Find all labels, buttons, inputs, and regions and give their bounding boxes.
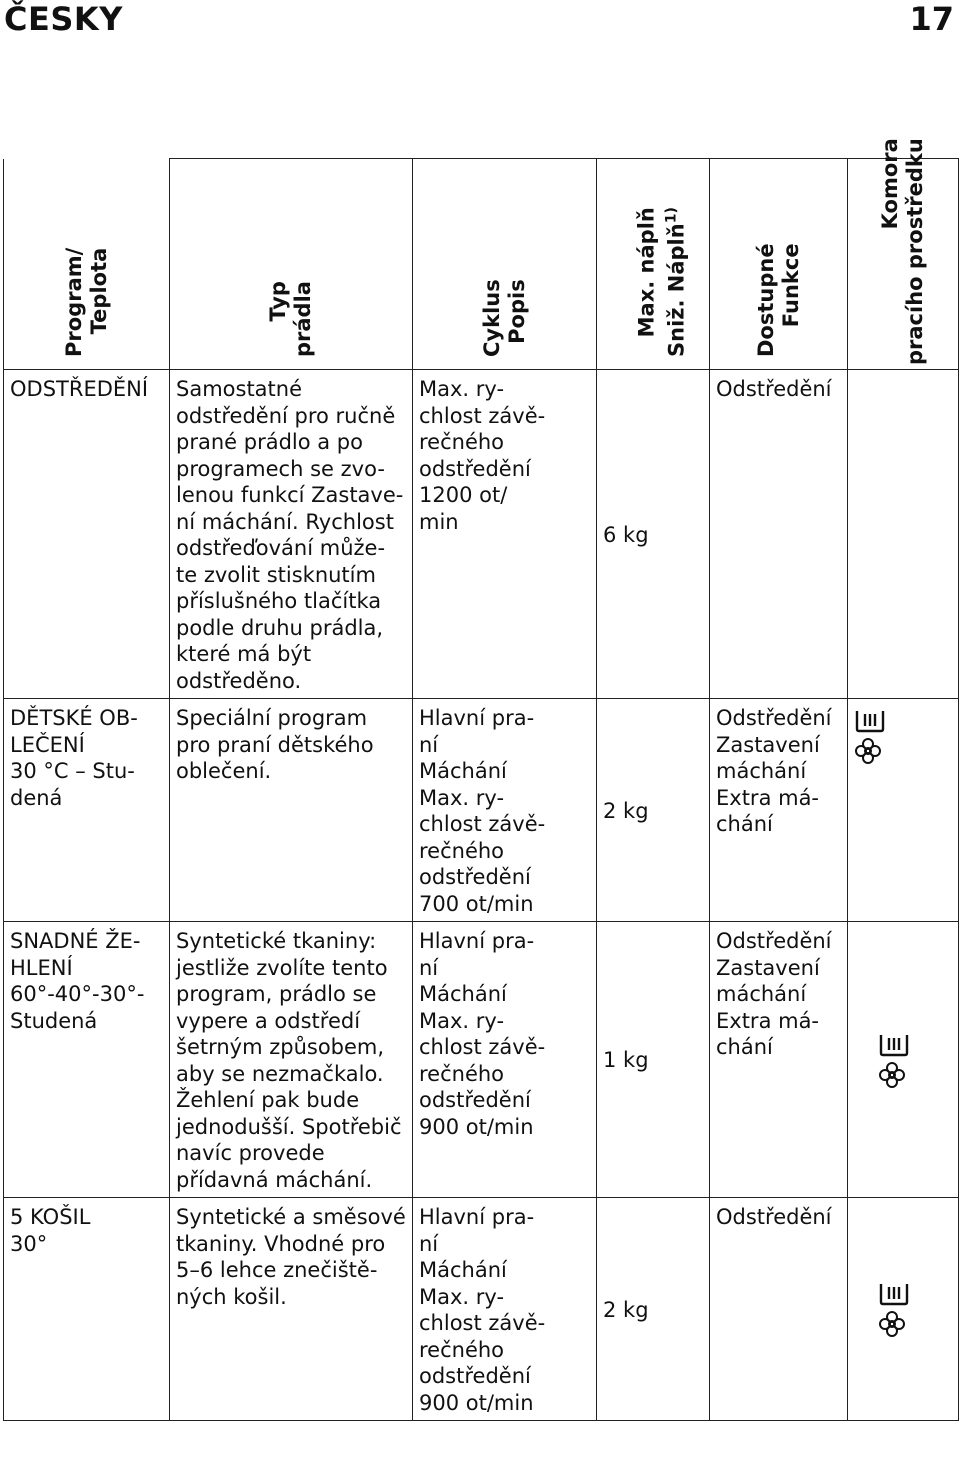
description-cell: Samostatné odstředění pro ručně prané prádlo a po programech se zvo- lenou funkcí Zastave- ní máchání. Rychlost odstřeďování může- te zvolit stisknutím příslušného tlačítka podle druhu prádla, které má být odstředěno. xyxy=(170,370,413,699)
functions-cell: Odstředění xyxy=(710,1198,848,1421)
table-row xyxy=(4,699,959,922)
load-cell: 1 kg xyxy=(597,922,710,1198)
description-cell: Syntetické a směsové tkaniny. Vhodné pro 5–6 lehce znečiště- ných košil. xyxy=(170,1198,413,1421)
functions-cell: Odstředění Zastavení máchání Extra má- chání xyxy=(710,699,848,922)
header-cycle xyxy=(413,159,597,370)
fabric-softener-flower-icon xyxy=(878,1061,906,1089)
detergent-cell-empty xyxy=(848,370,959,699)
header-load-footnote: 1) xyxy=(663,207,680,224)
program-cell: DĚTSKÉ OB- LEČENÍ 30 °C – Stu- dená xyxy=(4,699,170,922)
functions-cell: Odstředění Zastavení máchání Extra má- chání xyxy=(710,922,848,1198)
header-program xyxy=(4,159,170,370)
cycle-cell: Hlavní pra- ní Máchání Max. ry- chlost závě- rečného odstředění 900 ot/min xyxy=(413,922,597,1198)
header-load xyxy=(597,159,710,370)
cycle-cell: Max. ry- chlost závě- rečného odstředění 1200 ot/ min xyxy=(413,370,597,699)
header-type-label: Typ prádla xyxy=(266,281,315,357)
main-wash-compartment-icon xyxy=(878,1282,910,1306)
program-cell: ODSTŘEDĚNÍ xyxy=(4,370,170,699)
cycle-cell: Hlavní pra- ní Máchání Max. ry- chlost závě- rečného odstředění 700 ot/min xyxy=(413,699,597,922)
detergent-cell xyxy=(848,922,959,1198)
header-detergent xyxy=(848,138,959,370)
section-title: ČESKY xyxy=(4,0,123,38)
description-cell: Syntetické tkaniny: jestliže zvolíte tento program, prádlo se vypere a odstředí šetrným způsobem, aby se nezmačkalo. Žehlení pak bude jednodušší. Spotřebič navíc provede přídavná máchání. xyxy=(170,922,413,1198)
table-row xyxy=(4,922,959,1198)
load-cell: 6 kg xyxy=(597,370,710,699)
table-header-row xyxy=(4,159,959,370)
header-cycle-label: Cyklus Popis xyxy=(479,279,529,357)
description-cell: Speciální program pro praní dětského oblečení. xyxy=(170,699,413,922)
header-functions xyxy=(710,159,848,370)
program-table xyxy=(3,138,959,1421)
fabric-softener-flower-icon xyxy=(854,737,882,765)
header-detergent-label: Komora pracího prostředku xyxy=(878,138,927,365)
header-load-text: Max. náplň Sniž. Náplň xyxy=(634,207,689,357)
table-row xyxy=(4,1198,959,1421)
functions-cell: Odstředění xyxy=(710,370,848,699)
header-program-label: Program/ Teplota xyxy=(61,247,111,357)
load-cell: 2 kg xyxy=(597,699,710,922)
main-wash-compartment-icon xyxy=(878,1033,910,1057)
page-number: 17 xyxy=(909,0,954,38)
fabric-softener-flower-icon xyxy=(878,1310,906,1338)
program-cell: SNADNÉ ŽE- HLENÍ 60°-40°-30°- Studená xyxy=(4,922,170,1198)
detergent-cell xyxy=(848,1198,959,1421)
table-row xyxy=(4,370,959,699)
detergent-cell xyxy=(848,699,959,922)
program-cell: 5 KOŠIL 30° xyxy=(4,1198,170,1421)
header-functions-label: Dostupné Funkce xyxy=(753,243,803,357)
header-load-label xyxy=(634,207,689,357)
main-wash-compartment-icon xyxy=(854,709,886,733)
cycle-cell: Hlavní pra- ní Máchání Max. ry- chlost závě- rečného odstředění 900 ot/min xyxy=(413,1198,597,1421)
load-cell: 2 kg xyxy=(597,1198,710,1421)
header-type xyxy=(170,159,413,370)
